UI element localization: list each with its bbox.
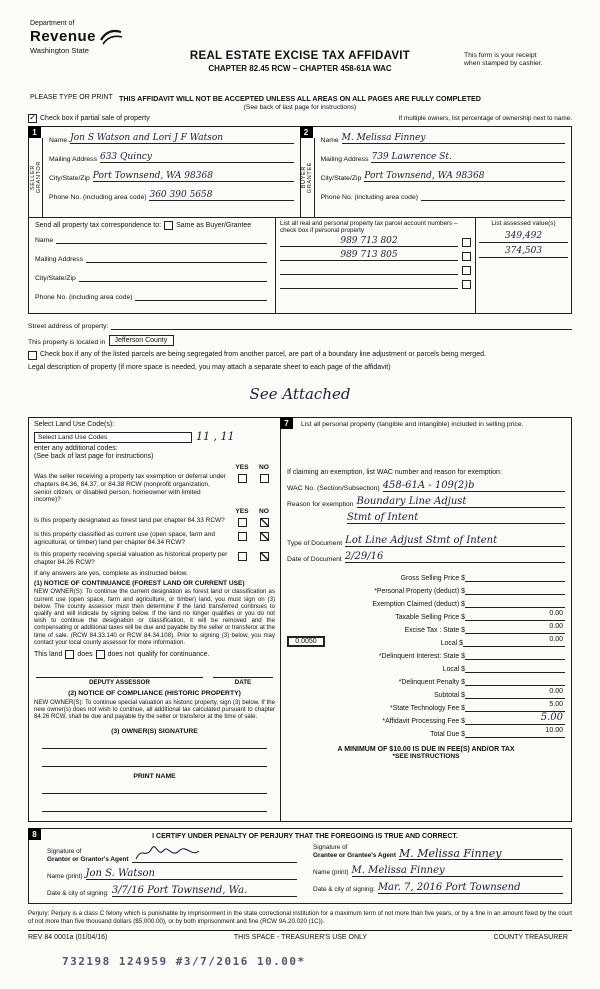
delinquent-interest-state-input[interactable] bbox=[465, 649, 565, 660]
grantee-signature-input[interactable]: M. Melissa Finney bbox=[399, 848, 563, 860]
notice-continuance-title: (1) NOTICE OF CONTINUANCE (FOREST LAND OR CURRENT USE) bbox=[34, 580, 245, 588]
corr-name-label: Name bbox=[35, 237, 54, 244]
land-use-code-handwritten: 11 , 11 bbox=[196, 430, 235, 443]
grantee-date-city-input[interactable]: Mar. 7, 2016 Port Townsend bbox=[378, 883, 563, 894]
historic-no-checkbox[interactable] bbox=[260, 552, 269, 561]
buyer-grantee-label: BUYER GRANTEE bbox=[301, 138, 315, 217]
seller-grantor-label: SELLER GRANTOR bbox=[29, 138, 43, 217]
current-use-no-checkbox[interactable] bbox=[260, 532, 269, 541]
personal-property-checkbox-2[interactable] bbox=[462, 252, 471, 261]
seller-section bbox=[28, 126, 301, 218]
grantee-name-print-input[interactable]: M. Melissa Finney bbox=[352, 866, 563, 877]
section-1-badge: 1 bbox=[28, 126, 41, 138]
buyer-csz-label: City/State/Zip bbox=[320, 175, 362, 182]
grantor-date-city-label: Date & city of signing: bbox=[47, 889, 109, 897]
section-2-badge: 2 bbox=[300, 126, 313, 138]
same-as-buyer-label: Same as Buyer/Grantee bbox=[176, 222, 252, 229]
notice-compliance-title: (2) NOTICE OF COMPLIANCE (HISTORIC PROPERTY) bbox=[68, 689, 241, 697]
delinquent-interest-local-input[interactable] bbox=[465, 662, 565, 673]
state-technology-fee-label: *State Technology Fee $ bbox=[390, 705, 465, 713]
grantor-signature-input[interactable] bbox=[132, 844, 297, 863]
corr-csz-label: City/State/Zip bbox=[35, 275, 76, 282]
see-back-note: (See back of last page for instructions) bbox=[243, 104, 357, 111]
gross-selling-price-input[interactable] bbox=[465, 571, 565, 582]
section-7-badge: 7 bbox=[280, 417, 293, 429]
certification-section bbox=[28, 828, 572, 904]
corr-phone-label: Phone No. (including area code) bbox=[35, 294, 133, 301]
gross-selling-price-label: Gross Selling Price $ bbox=[400, 575, 465, 583]
corr-phone-input[interactable] bbox=[135, 291, 267, 301]
qualify-label: qualify for continuance. bbox=[137, 650, 210, 658]
treasurer-space-label: THIS SPACE - TREASURER'S USE ONLY bbox=[233, 933, 368, 941]
owner-signature-line-2[interactable] bbox=[42, 755, 267, 767]
chapter-subtitle: CHAPTER 82.45 RCW – CHAPTER 458-61A WAC bbox=[208, 64, 392, 73]
certify-statement: I CERTIFY UNDER PENALTY OF PERJURY THAT THE FOREGOING IS TRUE AND CORRECT. bbox=[152, 833, 458, 841]
wac-no-label: WAC No. (Section/Subsection) bbox=[287, 485, 380, 493]
seller-name-label: Name bbox=[49, 137, 68, 144]
cashier-stamp: 732198 124959 #3/7/2016 10.00* bbox=[62, 954, 306, 968]
personal-property-deduct-label: *Personal Property (deduct) $ bbox=[374, 588, 465, 596]
excise-tax-state-value[interactable]: 0.00 bbox=[465, 623, 565, 634]
land-use-seeback-note: (See back of last page for instructions) bbox=[34, 453, 154, 460]
seller-csz-input[interactable]: Port Townsend, WA 98368 bbox=[93, 172, 294, 182]
corr-address-input[interactable] bbox=[86, 253, 267, 263]
date-of-document-label: Date of Document bbox=[287, 556, 342, 564]
same-as-buyer-checkbox[interactable] bbox=[164, 221, 173, 230]
buyer-address-input[interactable]: 739 Lawrence St. bbox=[371, 153, 565, 163]
parcel-number-3-input[interactable] bbox=[280, 264, 458, 275]
does-qualify-checkbox[interactable] bbox=[65, 650, 74, 659]
grantee-name-print-label: Name (print) bbox=[313, 869, 349, 877]
street-address-input[interactable] bbox=[111, 320, 572, 330]
county-select[interactable]: Jefferson County bbox=[109, 335, 174, 346]
reason-exemption-label: Reason for exemption bbox=[287, 501, 354, 509]
deputy-date-line[interactable] bbox=[213, 667, 273, 678]
parcel-numbers-header: List all real and personal property tax parcel account numbers – check box if personal property bbox=[280, 220, 458, 235]
yes-header-1: YES bbox=[235, 464, 249, 471]
forest-no-checkbox[interactable] bbox=[260, 518, 269, 527]
legal-description-value: See Attached bbox=[249, 385, 351, 403]
current-use-yes-checkbox[interactable] bbox=[238, 532, 247, 541]
taxable-selling-price-label: Taxable Selling Price $ bbox=[395, 614, 465, 622]
local-rate-box: 0.0050 bbox=[287, 636, 325, 647]
personal-property-checkbox-1[interactable] bbox=[462, 238, 471, 247]
total-due-value[interactable]: 10.00 bbox=[465, 727, 565, 738]
grantor-name-print-label: Name (print) bbox=[47, 872, 83, 880]
street-address-label: Street address of property: bbox=[28, 323, 109, 330]
partial-sale-checkbox[interactable] bbox=[28, 114, 37, 123]
does-label: does bbox=[77, 650, 93, 658]
this-land-label: This land bbox=[34, 650, 63, 658]
form-title: REAL ESTATE EXCISE TAX AFFIDAVIT bbox=[189, 50, 411, 62]
grantor-signature-scribble bbox=[132, 844, 202, 862]
deputy-date-label: DATE bbox=[234, 678, 252, 686]
revenue-label: Revenue bbox=[30, 28, 97, 45]
taxable-selling-price-value[interactable]: 0.00 bbox=[465, 610, 565, 621]
located-in-label: This property is located in bbox=[28, 339, 106, 346]
corr-csz-input[interactable] bbox=[79, 272, 267, 282]
buyer-csz-input[interactable]: Port Townsend, WA 98368 bbox=[364, 172, 565, 182]
legal-description-input[interactable] bbox=[28, 371, 572, 417]
land-use-code-dropdown[interactable]: Select Land Use Codes bbox=[34, 432, 192, 443]
wac-no-input[interactable]: 458-61A - 109(2)b bbox=[383, 481, 565, 492]
grantor-name-print-input[interactable]: Jon S. Watson bbox=[86, 869, 297, 880]
subtotal-value[interactable]: 0.00 bbox=[465, 688, 565, 699]
exemption-claimed-label: Exemption Claimed (deduct) $ bbox=[372, 601, 465, 609]
notice-compliance-body: NEW OWNER(S): To continue special valuation as historic property, sign (3) below. If the new owner(s) does not wish to continue, all additional tax calculated pursuant to chapter 84.26 RCW, shall be due and payable by the seller or transferor at the time of sale. bbox=[34, 698, 275, 721]
excise-tax-local-value[interactable]: 0.00 bbox=[463, 636, 565, 647]
type-of-document-input[interactable]: Lot Line Adjust Stmt of Intent bbox=[345, 536, 565, 547]
multiple-owners-note: If multiple owners, list percentage of ownership next to name. bbox=[398, 115, 572, 122]
delinquent-interest-state-label: *Delinquent Interest: State $ bbox=[378, 653, 465, 661]
warning-row bbox=[28, 94, 572, 111]
grantor-date-city-input[interactable]: 3/7/16 Port Townsend, Wa. bbox=[112, 886, 297, 897]
excise-tax-local-label: Local $ bbox=[440, 640, 463, 648]
personal-property-input[interactable] bbox=[287, 429, 565, 469]
select-land-use-label: Select Land Use Code(s): bbox=[34, 421, 115, 428]
question-historic: Is this property receiving special valuation as historical property per chapter 84.26 RCW? bbox=[34, 550, 228, 566]
no-header-1: NO bbox=[259, 464, 269, 471]
seller-phone-input[interactable]: 360 390 5658 bbox=[149, 191, 293, 201]
question-forest-land: Is this property designated as forest land per chapter 84.33 RCW? bbox=[34, 517, 225, 525]
dor-logo bbox=[30, 20, 123, 55]
notice-continuance-body: NEW OWNER(S): To continue the current designation as forest land or classification as current use (open space, farm and agriculture, or timber) land, you must sign on (3) below. The county assessor must then determine if the land transferred continues to qualify and will indicate by signing below. If the land no longer qualifies or you do not wish to continue the designation or classification, it will be removed and the compensating or additional taxes will be due and payable by the seller or transferor at the time of sale. (RCW 84.33.140 or RCW 84.34.108). Prior to signing (3) below, you may contact your local county assessor for more information. bbox=[34, 588, 275, 646]
affidavit-processing-fee-value[interactable]: 5.00 bbox=[465, 712, 565, 725]
partial-sale-label: Check box if partial sale of property bbox=[40, 115, 150, 122]
corr-address-label: Mailing Address bbox=[35, 256, 83, 263]
parcel-number-1-input[interactable]: 989 713 802 bbox=[280, 236, 458, 247]
excise-tax-state-label: Excise Tax : State $ bbox=[404, 627, 465, 635]
question-deferral: Was the seller receiving a property tax exemption or deferral under chapters 84.36, 84.37, or 84.38 RCW (nonprofit organization, senior citizen, or disabled person, homeowner with limited income)? bbox=[34, 473, 226, 504]
form-footer bbox=[28, 930, 572, 941]
subtotal-label: Subtotal $ bbox=[433, 692, 465, 700]
personal-property-checkbox-3[interactable] bbox=[462, 266, 471, 275]
dept-of-label: Department of bbox=[30, 20, 75, 27]
buyer-section bbox=[301, 126, 573, 218]
rev-form-number: REV 84 0001a (01/04/16) bbox=[28, 933, 108, 941]
exemption-fees-column bbox=[281, 418, 571, 821]
acceptance-warning: THIS AFFIDAVIT WILL NOT BE ACCEPTED UNLESS ALL AREAS ON ALL PAGES ARE FULLY COMPLETED bbox=[119, 94, 481, 103]
see-instructions-note: *SEE INSTRUCTIONS bbox=[392, 753, 460, 761]
segregated-label: Check box if any of the listed parcels are being segregated from another parcel, are part of a boundary line adjustment or parcels being merged. bbox=[40, 351, 486, 358]
deputy-assessor-label: DEPUTY ASSESSOR bbox=[89, 678, 150, 686]
perjury-note: Perjury: Perjury is a class C felony which is punishable by imprisonment in the state correctional institution for a maximum term of not more than five years, or by a fine in an amount fixed by the court of not more than five thousand dollars ($5,000.00), or by both imprisonment and fine (RCW 9A.20.020 (1C)). bbox=[28, 910, 572, 926]
seller-phone-label: Phone No. (including area code) bbox=[49, 194, 147, 201]
legal-description-label: Legal description of property (if more space is needed, you may attach a separate sheet to each page of the affidavit) bbox=[28, 364, 391, 371]
assessed-value-2-input[interactable]: 374,503 bbox=[479, 246, 568, 258]
dor-swoosh-icon bbox=[99, 27, 123, 45]
yes-header-2: YES bbox=[235, 508, 249, 516]
section-8-badge: 8 bbox=[28, 828, 41, 840]
form-header bbox=[28, 20, 572, 92]
if-yes-note: If any answers are yes, complete as instructed below. bbox=[34, 570, 188, 578]
buyer-phone-input[interactable] bbox=[421, 191, 565, 201]
affidavit-processing-fee-label: *Affidavit Processing Fee $ bbox=[382, 718, 465, 726]
grantee-date-city-label: Date & city of signing: bbox=[313, 886, 375, 894]
does-not-qualify-checkbox[interactable] bbox=[96, 650, 105, 659]
buyer-phone-label: Phone No. (including area code) bbox=[320, 194, 418, 201]
county-treasurer-label: COUNTY TREASURER bbox=[493, 933, 568, 941]
delinquent-penalty-input[interactable] bbox=[465, 675, 565, 686]
exemption-claimed-input[interactable] bbox=[465, 597, 565, 608]
question-current-use: Is this property classified as current use (open space, farm and agricultural, or timber) land per chapter 84.34 RCW? bbox=[34, 531, 216, 546]
personal-property-label: List all personal property (tangible and intangible) included in selling price. bbox=[301, 421, 524, 428]
parcel-number-2-input[interactable]: 989 713 805 bbox=[280, 250, 458, 261]
claiming-exemption-label: If claiming an exemption, list WAC number and reason for exemption: bbox=[287, 469, 502, 477]
personal-property-deduct-input[interactable] bbox=[465, 584, 565, 595]
segregated-checkbox[interactable] bbox=[28, 351, 37, 360]
property-section bbox=[28, 320, 572, 417]
land-use-column bbox=[29, 418, 281, 821]
deferral-no-checkbox[interactable] bbox=[260, 474, 269, 483]
corr-name-input[interactable] bbox=[56, 234, 267, 244]
please-type-label: PLEASE TYPE OR PRINT bbox=[30, 94, 113, 101]
assessed-value-1-input[interactable]: 349,492 bbox=[479, 231, 568, 243]
receipt-note: This form is your receipt when stamped by cashier. bbox=[464, 52, 543, 68]
buyer-address-label: Mailing Address bbox=[320, 156, 369, 163]
seller-csz-label: City/State/Zip bbox=[49, 175, 90, 182]
print-name-line-1[interactable] bbox=[42, 782, 267, 794]
seller-name-input[interactable]: Jon S Watson and Lori J F Watson bbox=[70, 134, 293, 144]
seller-address-label: Mailing Address bbox=[49, 156, 97, 163]
additional-codes-label: enter any additional codes: bbox=[34, 445, 118, 452]
print-name-title: PRINT NAME bbox=[133, 773, 176, 781]
type-of-document-label: Type of Document bbox=[287, 540, 343, 548]
reason-exemption-input[interactable]: Boundary Line Adjust bbox=[357, 497, 566, 508]
owner-signature-line-1[interactable] bbox=[42, 737, 267, 749]
tax-correspondence-section bbox=[28, 218, 572, 314]
delinquent-interest-local-label: Local $ bbox=[442, 666, 465, 674]
parcel-number-4-input[interactable] bbox=[280, 278, 458, 289]
grantee-signature-label: Signature of Grantee or Grantee's Agent bbox=[313, 844, 396, 860]
forest-yes-checkbox[interactable] bbox=[238, 518, 247, 527]
state-technology-fee-value[interactable]: 5.00 bbox=[465, 701, 565, 712]
deferral-yes-checkbox[interactable] bbox=[238, 474, 247, 483]
historic-yes-checkbox[interactable] bbox=[238, 552, 247, 561]
reason-exemption-input-2[interactable]: Stmt of Intent bbox=[347, 513, 565, 524]
no-header-2: NO bbox=[259, 508, 269, 516]
seller-address-input[interactable]: 633 Quincy bbox=[100, 153, 294, 163]
personal-property-checkbox-4[interactable] bbox=[462, 280, 471, 289]
does-not-label: does not bbox=[107, 650, 135, 658]
delinquent-penalty-label: *Delinquent Penalty $ bbox=[398, 679, 465, 687]
send-correspondence-label: Send all property tax correspondence to: bbox=[35, 222, 162, 229]
total-due-label: Total Due $ bbox=[430, 731, 465, 739]
minimum-due-note: A MINIMUM OF $10.00 IS DUE IN FEE(S) AND/OR TAX bbox=[337, 746, 515, 754]
assessed-values-header: List assessed value(s) bbox=[491, 220, 556, 227]
deputy-assessor-signature-line[interactable] bbox=[36, 667, 203, 678]
grantor-signature-label: Signature of Grantor or Grantor's Agent bbox=[47, 848, 129, 863]
buyer-name-input[interactable]: M. Melissa Finney bbox=[342, 134, 565, 144]
owners-signature-title: (3) OWNER(S) SIGNATURE bbox=[111, 728, 198, 736]
date-of-document-input[interactable]: 2/29/16 bbox=[345, 552, 565, 563]
print-name-line-2[interactable] bbox=[42, 800, 267, 812]
buyer-name-label: Name bbox=[320, 137, 339, 144]
washington-state-label: Washington State bbox=[30, 46, 89, 55]
